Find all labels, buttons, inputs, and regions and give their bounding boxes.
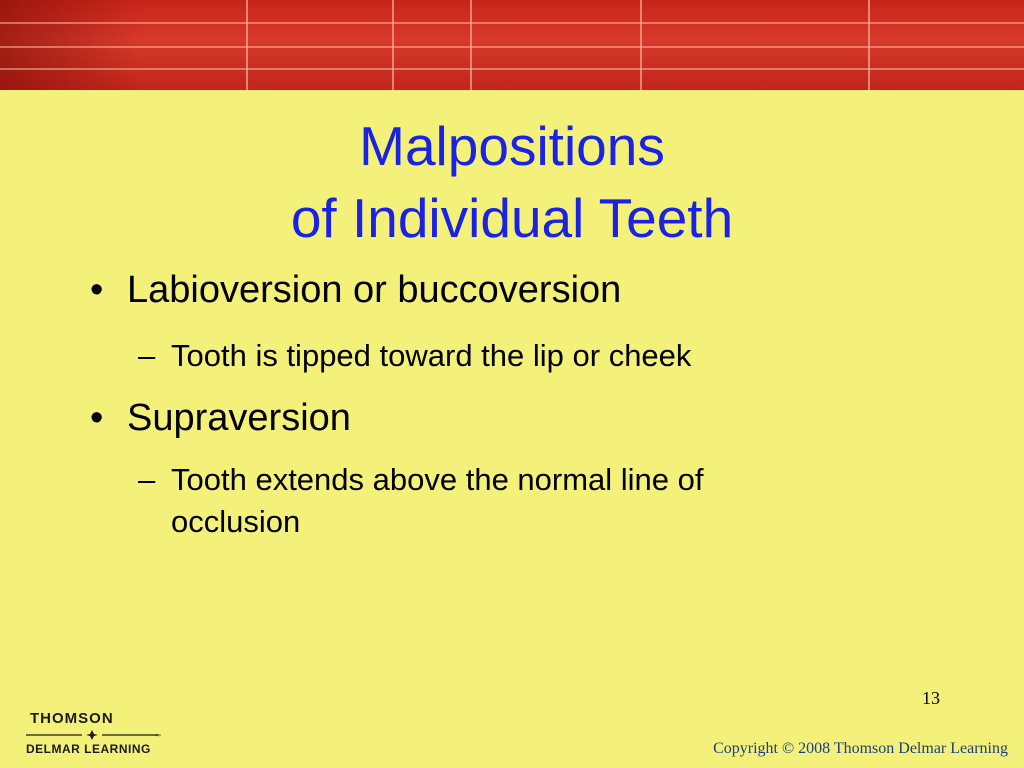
logo-top-text: THOMSON <box>30 710 114 727</box>
banner-shadow <box>0 0 140 90</box>
publisher-logo <box>26 710 166 760</box>
banner-line <box>868 0 870 90</box>
logo-bottom-text: DELMAR LEARNING <box>26 742 151 756</box>
slide-title <box>0 110 1024 254</box>
banner-line <box>0 68 1024 70</box>
sub-bullet-text: occlusion <box>171 504 301 539</box>
sub-bullet-item <box>90 335 950 377</box>
bullet-text: Supraversion <box>127 397 351 439</box>
sub-bullet-text: Tooth extends above the normal line of <box>171 462 704 497</box>
banner-line <box>0 46 1024 48</box>
logo-star-divider-icon <box>26 730 158 740</box>
logo-trademark: ™ <box>155 734 161 740</box>
banner-line <box>0 22 1024 24</box>
dash-icon: – <box>138 462 156 497</box>
sub-bullet-continuation <box>90 501 950 543</box>
banner-line <box>470 0 472 90</box>
bullet-icon: • <box>90 397 104 439</box>
copyright-notice: Copyright © 2008 Thomson Delmar Learning <box>713 740 1008 757</box>
slide-body <box>90 265 950 543</box>
banner-line <box>640 0 642 90</box>
dash-icon: – <box>138 338 156 373</box>
banner-line <box>392 0 394 90</box>
slide-number: 13 <box>922 688 940 708</box>
bullet-text: Labioversion or buccoversion <box>127 269 622 311</box>
title-line-1: Malpositions <box>359 115 665 177</box>
banner-line <box>246 0 248 90</box>
sub-bullet-item <box>90 459 950 501</box>
sub-bullet-text: Tooth is tipped toward the lip or cheek <box>171 338 692 373</box>
bullet-icon: • <box>90 269 104 311</box>
header-banner <box>0 0 1024 90</box>
bullet-item <box>90 265 950 315</box>
bullet-item <box>90 393 950 443</box>
title-line-2: of Individual Teeth <box>290 187 734 249</box>
